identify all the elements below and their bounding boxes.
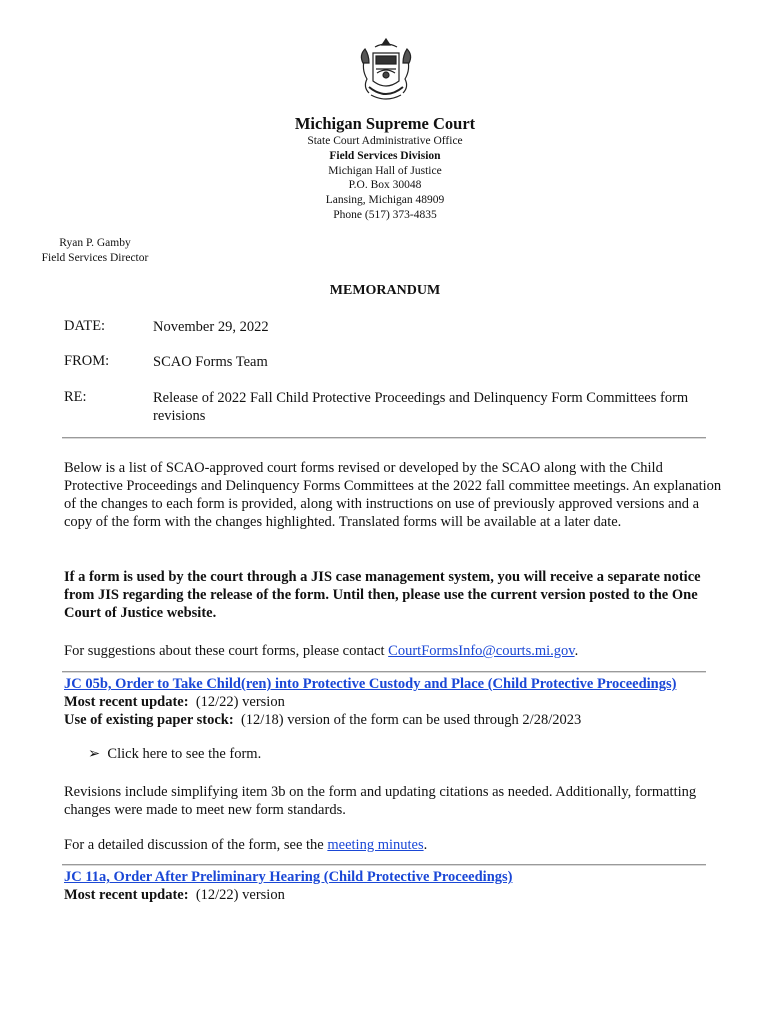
phone-number: Phone (517) 373-4835 <box>333 209 437 221</box>
jis-notice: If a form is used by the court through a JIS case management system, you will receive a separate notice from JIS regarding the release of the form. Until then, please use the current version posted to the One Court of Justice website. <box>64 569 701 621</box>
director-name: Ryan P. Gamby <box>59 237 131 249</box>
re-value: Release of 2022 Fall Child Protective Proceedings and Delinquency Form Committees form revisions <box>153 390 689 424</box>
re-label: RE: <box>64 389 87 405</box>
arrow-bullet-icon: ➢ <box>88 746 101 762</box>
memo-heading: MEMORANDUM <box>329 283 441 298</box>
from-value: SCAO Forms Team <box>153 354 268 370</box>
divider <box>62 864 706 866</box>
stock-value: (12/18) version of the form can be used through 2/28/2023 <box>240 712 582 728</box>
see-form-bullet[interactable] <box>88 746 261 763</box>
date-label: DATE: <box>64 318 106 334</box>
update-label: Most recent update: <box>64 887 189 903</box>
form-jc11a-link[interactable]: JC 11a, Order After Preliminary Hearing (Child Protective Proceedings) <box>64 869 513 885</box>
contact-prefix: For suggestions about these court forms, please contact <box>64 643 389 659</box>
form-jc11a-update <box>64 887 285 904</box>
discussion-prefix: For a detailed discussion of the form, see the <box>64 837 328 853</box>
update-value: (12/22) version <box>195 694 285 710</box>
stock-label: Use of existing paper stock: <box>64 712 234 728</box>
contact-line <box>64 642 724 660</box>
revisions-paragraph: Revisions include simplifying item 3b on the form and updating citations as needed. Additionally, formatting changes were made to meet new form standards. <box>64 784 697 818</box>
office-name: State Court Administrative Office <box>307 135 463 147</box>
director-block <box>30 236 160 265</box>
contact-suffix: . <box>574 643 579 659</box>
meeting-minutes-link[interactable]: meeting minutes <box>327 837 424 853</box>
po-box: P.O. Box 30048 <box>348 179 422 191</box>
update-label: Most recent update: <box>64 694 189 710</box>
intro-paragraph: Below is a list of SCAO-approved court forms revised or developed by the SCAO along with the Child Protective Proceedings and Delinquency Forms Committees at the 2022 fall committee meetings. An explanation of the changes to each form is provided, along with instructions on use of previously approved versions and a copy of the form with the changes highlighted. Translated forms will be available at a later date. <box>64 460 722 530</box>
director-title: Field Services Director <box>41 251 149 264</box>
update-value: (12/22) version <box>195 887 285 903</box>
date-value: November 29, 2022 <box>153 319 269 335</box>
form-jc05b-link[interactable]: JC 05b, Order to Take Child(ren) into Protective Custody and Place (Child Protective Proceedings) <box>64 676 677 692</box>
building-name: Michigan Hall of Justice <box>328 165 442 177</box>
court-name: Michigan Supreme Court <box>294 114 476 133</box>
divider <box>62 437 706 439</box>
division-name: Field Services Division <box>329 150 441 162</box>
discussion-suffix: . <box>423 837 428 853</box>
form-jc05b-stock <box>64 712 581 729</box>
city-address: Lansing, Michigan 48909 <box>325 194 445 206</box>
see-form-text[interactable]: Click here to see the form. <box>107 746 262 762</box>
michigan-seal-icon <box>355 35 417 103</box>
discussion-line <box>64 836 724 854</box>
from-label: FROM: <box>64 353 110 369</box>
form-jc05b-update <box>64 694 285 711</box>
contact-email-link[interactable]: CourtFormsInfo@courts.mi.gov <box>388 643 575 659</box>
divider <box>62 671 706 673</box>
